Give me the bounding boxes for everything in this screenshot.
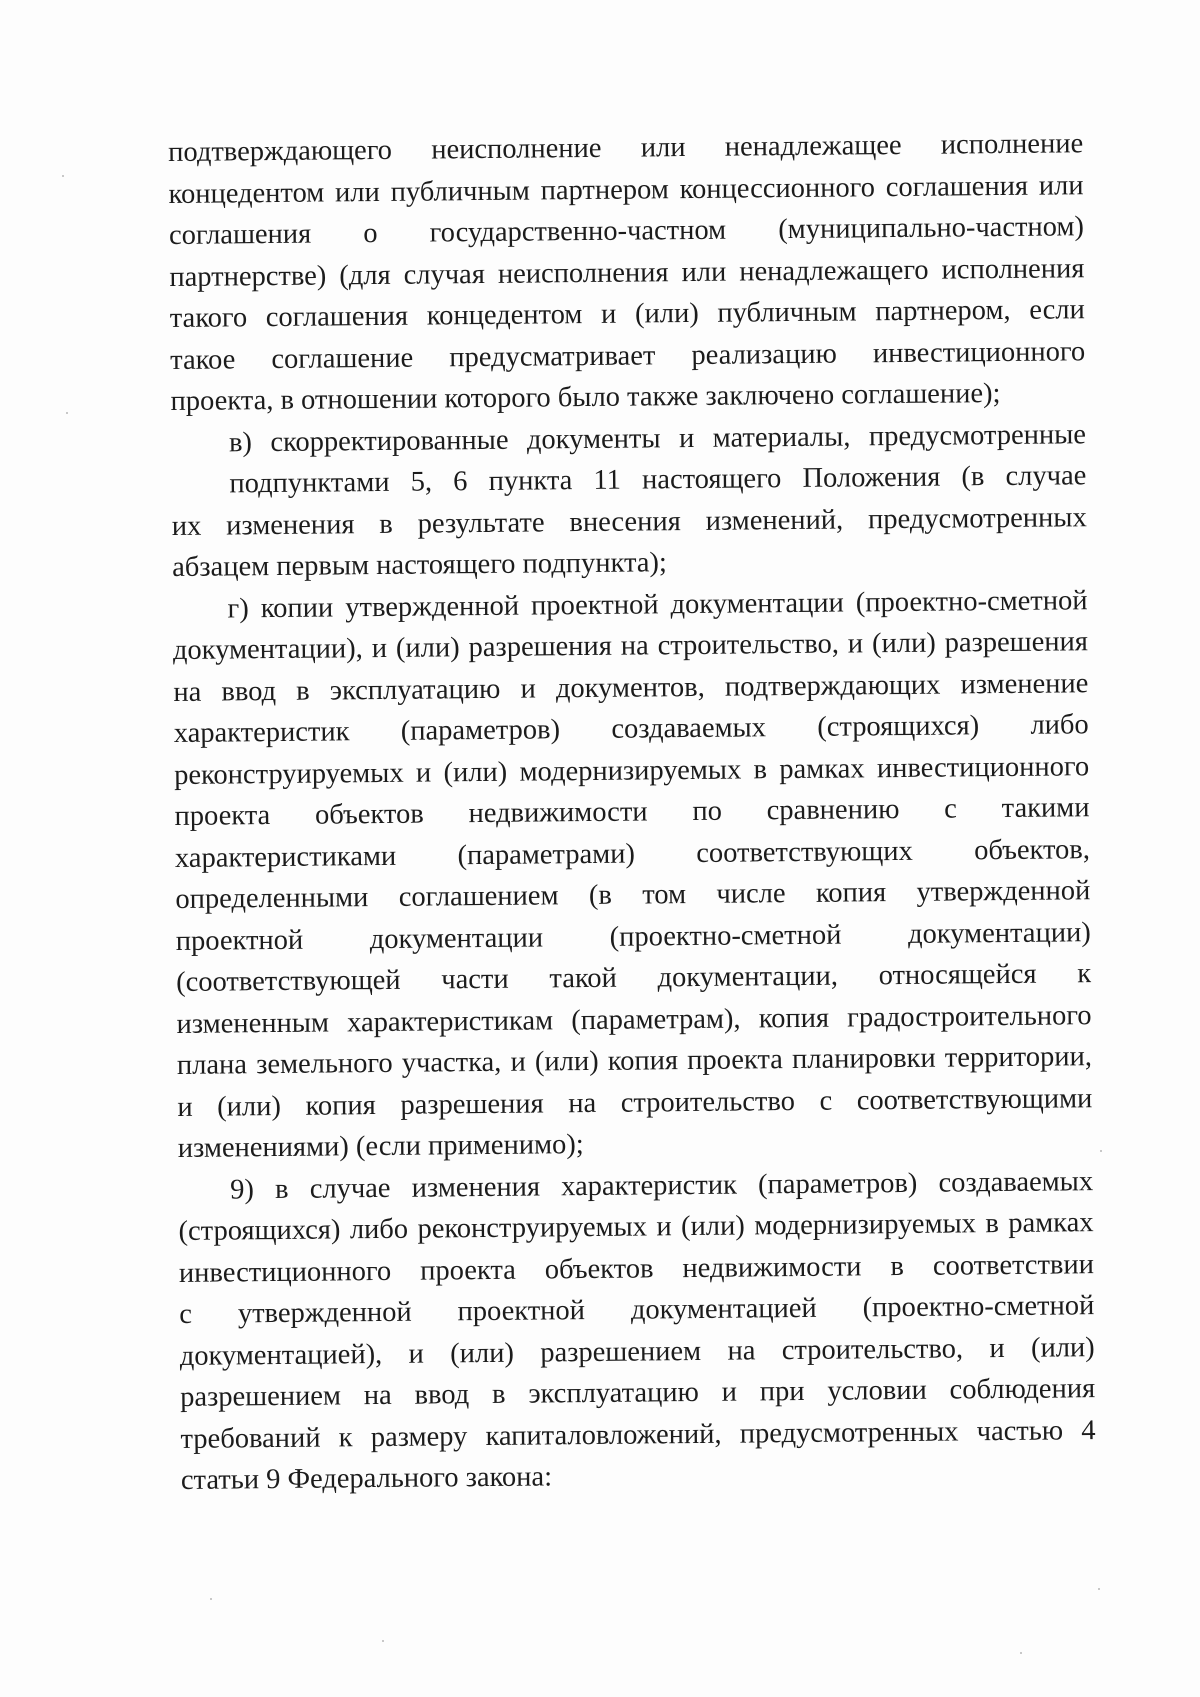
text-line: в) скорректированные документы и материалы, предусмотренные — [228, 418, 1087, 458]
paragraph-9 — [178, 1161, 1096, 1502]
text-line: на ввод в эксплуатацию и документов, подтверждающих изменение — [173, 667, 1089, 708]
text-line: измененным характеристикам (параметрам), копия градостроительного — [176, 999, 1092, 1040]
text-line: и (или) копия разрешения на строительство с соответствующими — [177, 1082, 1093, 1123]
text-line: 9) в случае изменения характеристик (параметров) создаваемых — [230, 1165, 1094, 1205]
scan-speck — [66, 412, 68, 414]
text-line: такого соглашения концедентом и (или) публичным партнером, если — [169, 294, 1085, 334]
text-line: инвестиционного проекта объектов недвижимости в соответствии — [178, 1248, 1095, 1289]
text-line: характеристиками (параметрами) соответствующих объектов, — [174, 833, 1091, 874]
scan-speck — [210, 1598, 212, 1600]
text-line: проекта объектов недвижимости по сравнению с такими — [174, 792, 1090, 832]
text-line: проекта, в отношении которого было также заключено соглашение); — [170, 378, 1001, 417]
text-line: (соответствующей части такой документации, относящейся к — [176, 958, 1092, 998]
text-line: соглашения о государственно-частном (муниципально-частном) — [168, 211, 1085, 251]
text-line: подтверждающего неисполнение или ненадлежащее исполнение — [168, 128, 1084, 168]
text-line: подпунктами 5, 6 пункта 11 настоящего Положения (в случае — [229, 460, 1087, 500]
paragraph-v — [171, 414, 1088, 589]
text-line: такое соглашение предусматривает реализацию инвестиционного — [170, 335, 1086, 376]
paragraph-b-continuation — [168, 123, 1086, 422]
text-line: абзацем первым настоящего подпункта); — [172, 547, 668, 583]
document-body — [168, 123, 1096, 1501]
scan-speck — [62, 175, 64, 177]
text-line: определенными соглашением (в том числе копия утвержденной — [175, 875, 1091, 915]
scan-speck — [1100, 1150, 1102, 1152]
scan-speck — [1098, 1588, 1100, 1590]
text-line: проектной документации (проектно-сметной документации) — [175, 916, 1091, 957]
text-line: статьи 9 Федерального закона: — [180, 1461, 553, 1496]
scan-speck — [382, 1640, 384, 1642]
text-line: партнерстве) (для случая неисполнения или ненадлежащего исполнения — [169, 252, 1085, 293]
text-line: документацией), и (или) разрешением на строительство, и (или) — [179, 1331, 1095, 1372]
text-line: г) копии утвержденной проектной документации (проектно-сметной — [227, 584, 1088, 624]
text-line: их изменения в результате внесения изменений, предусмотренных — [171, 501, 1087, 542]
text-line: концедентом или публичным партнером концессионного соглашения или — [168, 169, 1084, 210]
text-line: (строящихся) либо реконструируемых и (или) модернизируемых в рамках — [178, 1207, 1094, 1247]
text-line: изменениями) (если применимо); — [177, 1129, 584, 1164]
text-line: разрешением на ввод в эксплуатацию и при условии соблюдения — [179, 1373, 1096, 1413]
paragraph-g — [172, 580, 1093, 1170]
text-line: характеристик (параметров) создаваемых (строящихся) либо — [173, 709, 1089, 749]
text-line: плана земельного участка, и (или) копия проекта планировки территории, — [176, 1041, 1093, 1081]
text-line: требований к размеру капиталовложений, предусмотренных частью 4 — [180, 1414, 1096, 1455]
text-line: реконструируемых и (или) модернизируемых в рамках инвестиционного — [174, 750, 1090, 791]
text-line: с утвержденной проектной документацией (проектно-сметной — [179, 1290, 1095, 1330]
text-line: документации), и (или) разрешения на строительство, и (или) разрешения — [172, 626, 1089, 666]
scan-speck — [1020, 1652, 1022, 1654]
